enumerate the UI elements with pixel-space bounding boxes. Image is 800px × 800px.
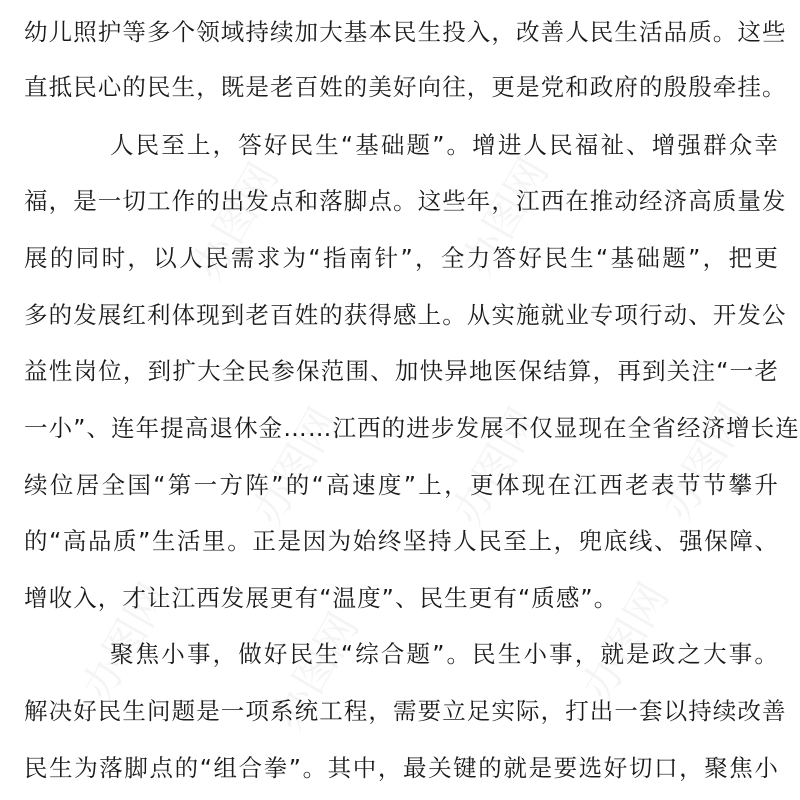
text-line: 福，是一切工作的出发点和落脚点。这些年，江西在推动经济高质量发 xyxy=(24,187,787,215)
text-line: 续位居全国“第一方阵”的“高速度”上，更体现在江西老表节节攀升 xyxy=(24,471,779,499)
paragraph-first-line: 聚焦小事，做好民生“综合题”。民生小事，就是政之大事。 xyxy=(110,640,779,668)
text-line: 的“高品质”生活里。正是因为始终坚持人民至上，兜底线、强保障、 xyxy=(24,527,779,555)
watermark: 办图网 xyxy=(652,394,758,529)
watermark: 办图网 xyxy=(242,399,348,534)
text-line: 幼儿照护等多个领域持续加大基本民生投入，改善人民生活品质。这些 xyxy=(24,18,787,46)
text-line: 益性岗位，到扩大全民参保范围、加快异地医保结算，再到关注“一老 xyxy=(24,357,779,385)
watermark: 办图网 xyxy=(442,399,548,534)
watermark: 办图网 xyxy=(262,604,368,739)
text-line: 民生为落脚点的“组合拳”。其中，最关键的就是要选好切口，聚焦小 xyxy=(24,754,779,782)
text-line: 展的同时，以人民需求为“指南针”，全力答好民生“基础题”，把更 xyxy=(24,244,779,272)
watermark: 办图网 xyxy=(72,574,178,709)
text-line: 多的发展红利体现到老百姓的获得感上。从实施就业专项行动、开发公 xyxy=(24,301,787,329)
paragraph-last-line: 增收入，才让江西发展更有“温度”、民生更有“质感”。 xyxy=(24,584,619,612)
paragraph-first-line: 人民至上，答好民生“基础题”。增进人民福祉、增强群众幸 xyxy=(110,131,779,159)
watermark: 办图网 xyxy=(452,149,558,284)
text-line: 一小”、连年提高退休金……江西的进步发展不仅显现在全省经济增长连 xyxy=(24,414,800,442)
text-line: 解决好民生问题是一项系统工程，需要立足实际，打出一套以持续改善 xyxy=(24,697,787,725)
watermark: 办图网 xyxy=(572,574,678,709)
watermark: 办图网 xyxy=(182,154,288,289)
text-line: 直抵民心的民生，既是老百姓的美好向往，更是党和政府的殷殷牵挂。 xyxy=(24,73,787,101)
